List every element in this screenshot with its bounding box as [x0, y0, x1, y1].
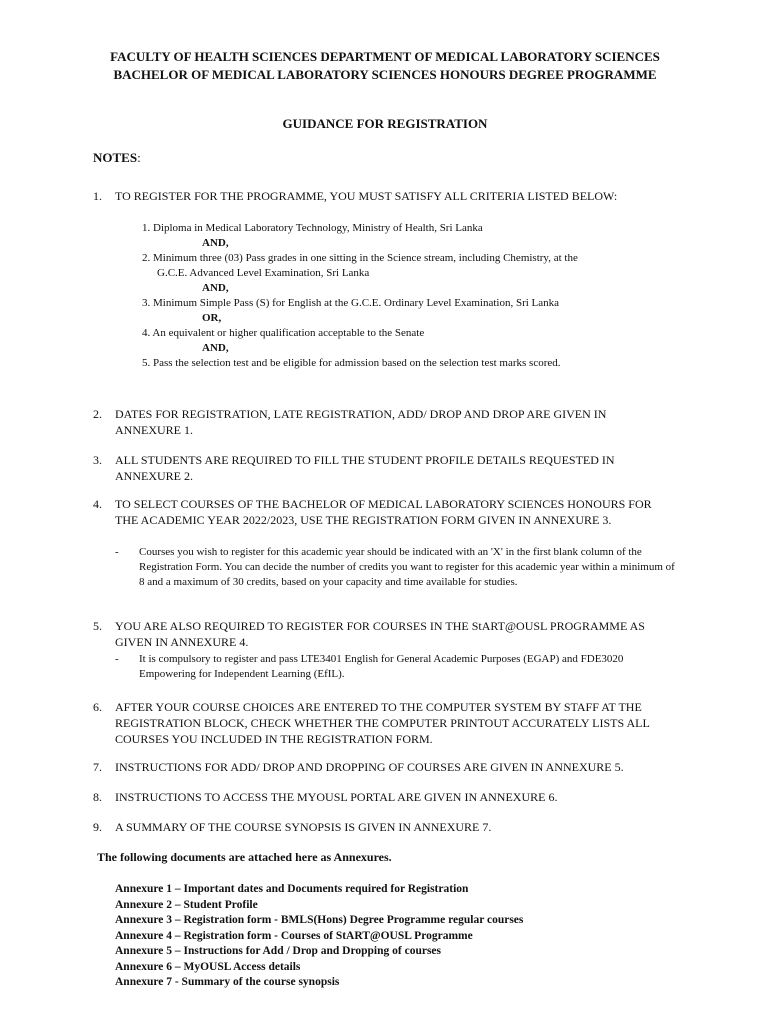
- list-item: [93, 789, 673, 805]
- list-item-text: DATES FOR REGISTRATION, LATE REGISTRATION, ADD/ DROP AND DROP ARE GIVEN IN ANNEXURE 1.: [115, 407, 607, 437]
- list-item: [93, 496, 673, 528]
- list-item-number: 8.: [93, 790, 102, 804]
- criterion-1: 1. Diploma in Medical Laboratory Technology, Ministry of Health, Sri Lanka: [142, 222, 483, 234]
- sub-note-dash: -: [115, 546, 119, 558]
- annexure-item: Annexure 3 – Registration form - BMLS(Hons) Degree Programme regular courses: [115, 914, 524, 926]
- list-item: [93, 699, 673, 747]
- notes-heading: [93, 150, 141, 166]
- conjunction-or: OR,: [202, 312, 222, 324]
- criteria-list: [142, 221, 672, 371]
- list-item: [93, 188, 673, 204]
- list-item-number: 7.: [93, 760, 102, 774]
- list-item: [93, 452, 673, 484]
- list-item-number: 6.: [93, 700, 102, 714]
- notes-colon: :: [137, 150, 141, 165]
- sub-note-dash: -: [115, 653, 119, 665]
- annexure-item: Annexure 1 – Important dates and Documents required for Registration: [115, 883, 469, 895]
- conjunction-and: AND,: [202, 237, 229, 249]
- list-item-number: 1.: [93, 189, 102, 203]
- list-item-text: TO SELECT COURSES OF THE BACHELOR OF MEDICAL LABORATORY SCIENCES HONOURS FOR THE ACADEMIC YEAR 2022/2023, USE THE REGISTRATION FORM GIVEN IN ANNEXURE 3.: [115, 497, 652, 527]
- criterion-3: 3. Minimum Simple Pass (S) for English at the G.C.E. Ordinary Level Examination, Sri Lanka: [142, 297, 560, 309]
- list-item-text: ALL STUDENTS ARE REQUIRED TO FILL THE STUDENT PROFILE DETAILS REQUESTED IN ANNEXURE 2.: [115, 453, 615, 483]
- sub-note: [115, 652, 675, 682]
- list-item-text: AFTER YOUR COURSE CHOICES ARE ENTERED TO THE COMPUTER SYSTEM BY STAFF AT THE REGISTRATION BLOCK, CHECK WHETHER THE COMPUTER PRINTOUT ACCURATELY LISTS ALL COURSES YOU INCLUDED IN THE REGISTRATION FORM.: [115, 700, 650, 746]
- list-item-number: 9.: [93, 820, 102, 834]
- document-title: FACULTY OF HEALTH SCIENCES DEPARTMENT OF MEDICAL LABORATORY SCIENCES BACHELOR OF MEDICAL LABORATORY SCIENCES HONOURS DEGREE PROGRAMME: [110, 49, 660, 82]
- list-item-text: A SUMMARY OF THE COURSE SYNOPSIS IS GIVEN IN ANNEXURE 7.: [115, 820, 492, 834]
- list-item-number: 2.: [93, 407, 102, 421]
- annexure-item: Annexure 6 – MyOUSL Access details: [115, 960, 301, 973]
- document-subtitle: GUIDANCE FOR REGISTRATION: [282, 116, 488, 131]
- annexure-item: Annexure 7 - Summary of the course synopsis: [115, 976, 340, 988]
- annexure-item: Annexure 2 – Student Profile: [115, 898, 258, 911]
- conjunction-and: AND,: [202, 282, 229, 294]
- criterion-4: 4. An equivalent or higher qualification acceptable to the Senate: [142, 327, 425, 339]
- criterion-5: 5. Pass the selection test and be eligible for admission based on the selection test marks scored.: [142, 357, 561, 369]
- list-item-text: YOU ARE ALSO REQUIRED TO REGISTER FOR COURSES IN THE StART@OUSL PROGRAMME AS GIVEN IN ANNEXURE 4.: [115, 619, 645, 649]
- annexures-intro: The following documents are attached here as Annexures.: [97, 850, 392, 864]
- sub-note-text: Courses you wish to register for this academic year should be indicated with an 'X' in the first blank column of the Registration Form. You can decide the number of credits you want to register for this academic year within a minimum of 8 and a maximum of 30 credits, based on your capacity and time available for studies.: [139, 546, 675, 588]
- annexure-item: Annexure 5 – Instructions for Add / Drop and Dropping of courses: [115, 945, 441, 957]
- notes-label: NOTES: [93, 150, 138, 165]
- list-item: [93, 819, 673, 835]
- annexure-list: [115, 882, 523, 991]
- list-item: [93, 618, 673, 650]
- list-item-number: 4.: [93, 497, 102, 511]
- list-item-number: 5.: [93, 619, 102, 633]
- list-item-text: TO REGISTER FOR THE PROGRAMME, YOU MUST SATISFY ALL CRITERIA LISTED BELOW:: [115, 189, 618, 203]
- conjunction-and: AND,: [202, 342, 229, 354]
- annexure-item: Annexure 4 – Registration form - Courses of StART@OUSL Programme: [115, 929, 473, 942]
- sub-note-text: It is compulsory to register and pass LTE3401 English for General Academic Purposes (EGAP) and FDE3020 Empowering for Independent Learning (EfIL).: [139, 653, 624, 680]
- list-item-text: INSTRUCTIONS TO ACCESS THE MYOUSL PORTAL ARE GIVEN IN ANNEXURE 6.: [115, 790, 558, 804]
- criterion-2-continued: G.C.E. Advanced Level Examination, Sri Lanka: [157, 267, 370, 279]
- list-item: [93, 759, 673, 775]
- list-item-number: 3.: [93, 453, 102, 467]
- criterion-2: 2. Minimum three (03) Pass grades in one sitting in the Science stream, including Chemistry, at the: [142, 252, 578, 264]
- list-item: [93, 406, 673, 438]
- sub-note: [115, 545, 675, 590]
- list-item-text: INSTRUCTIONS FOR ADD/ DROP AND DROPPING OF COURSES ARE GIVEN IN ANNEXURE 5.: [115, 760, 624, 774]
